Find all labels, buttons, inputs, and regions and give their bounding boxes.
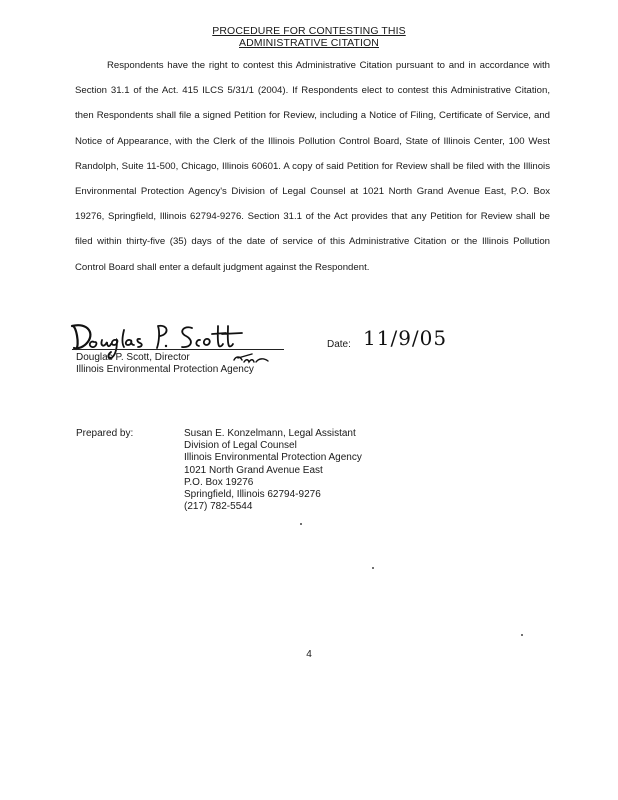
scan-speck — [521, 634, 523, 636]
prepared-by-line: (217) 782-5544 — [184, 501, 253, 513]
prepared-by-line: P.O. Box 19276 — [184, 476, 254, 488]
prepared-by-label: Prepared by: — [76, 428, 134, 439]
prepared-by-address — [184, 428, 362, 513]
scan-speck — [300, 523, 302, 525]
signature-line — [72, 349, 284, 350]
signer-agency: Illinois Environmental Protection Agency — [76, 364, 254, 375]
prepared-by-line: 1021 North Grand Avenue East — [184, 464, 323, 476]
prepared-by-line: Illinois Environmental Protection Agency — [184, 452, 362, 464]
heading-line-1: PROCEDURE FOR CONTESTING THIS — [212, 25, 406, 37]
date-label: Date: — [327, 339, 351, 350]
scan-speck — [372, 567, 374, 569]
signer-name-title: Douglas P. Scott, Director — [76, 352, 190, 363]
body-paragraph: Respondents have the right to contest this Administrative Citation pursuant to and in accordance with Section 31.1 of the Act. 415 ILCS 5/31/1 (2004). If Respondents elect to contest this Administrative Citation, then Respondents shall file a signed Petition for Review, including a Notice of Filing, Certificate of Service, and Notice of Appearance, with the Clerk of the Illinois Pollution Control Board, State of Illinois Center, 100 West Randolph, Suite 11-500, Chicago, Illinois 60601. A copy of said Petition for Review shall be filed with the Illinois Environmental Protection Agency's Division of Legal Counsel at 1021 North Grand Avenue East, P.O. Box 19276, Springfield, Illinois 62794-9276. Section 31.1 of the Act provides that any Petition for Review shall be filed within thirty-five (35) days of the date of service of this Administrative Citation or the Illinois Pollution Control Board shall enter a default judgment against the Respondent. — [75, 60, 550, 273]
page-number: 4 — [306, 649, 312, 660]
prepared-by-line: Division of Legal Counsel — [184, 440, 297, 452]
heading-line-2: ADMINISTRATIVE CITATION — [239, 37, 379, 49]
signature-block — [66, 318, 306, 378]
date-block — [327, 326, 448, 360]
date-value-handwritten: 11/9/05 — [363, 326, 448, 350]
prepared-by-line: Springfield, Illinois 62794-9276 — [184, 489, 321, 501]
prepared-by-line: Susan E. Konzelmann, Legal Assistant — [184, 428, 356, 439]
